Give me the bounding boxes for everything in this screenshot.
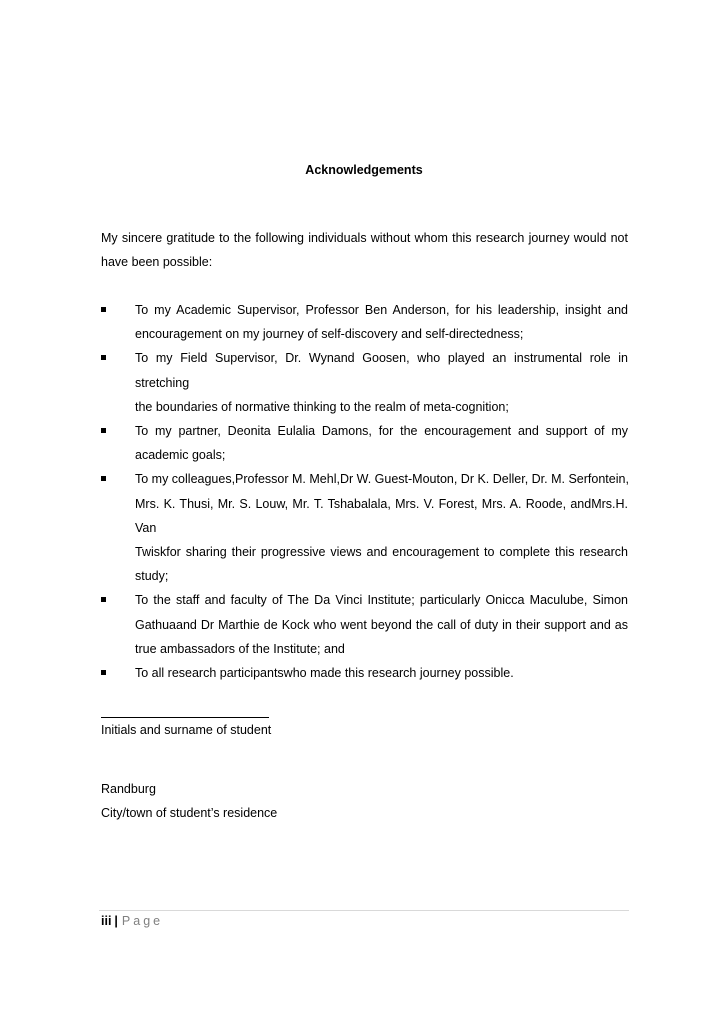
list-item-line: Mrs. K. Thusi, Mr. S. Louw, Mr. T. Tshabalala, Mrs. V. Forest, Mrs. A. Roode, andMrs.H. Van — [135, 496, 628, 535]
list-item — [101, 467, 628, 588]
list-item-line: encouragement on my journey of self-discovery and self-directedness; — [135, 327, 524, 342]
signature-line — [101, 706, 269, 718]
list-item-line: Twiskfor sharing their progressive views and encouragement to complete this research — [135, 545, 628, 560]
square-bullet-icon — [101, 476, 106, 481]
square-bullet-icon — [101, 670, 106, 675]
intro-line-2: have been possible: — [101, 255, 213, 269]
list-item-line: the boundaries of normative thinking to the realm of meta-cognition; — [135, 399, 509, 414]
list-item-line: To the staff and faculty of The Da Vinci Institute; particularly Onicca Maculube, Simon — [135, 593, 628, 608]
list-item — [101, 346, 628, 419]
list-item-line: To my colleagues,Professor M. Mehl,Dr W. Guest-Mouton, Dr K. Deller, Dr. M. Serfontein, — [135, 472, 629, 487]
list-item — [101, 588, 628, 661]
list-item — [101, 298, 628, 346]
list-item — [101, 661, 628, 685]
list-item-line: To my Academic Supervisor, Professor Ben Anderson, for his leadership, insight and — [135, 303, 628, 317]
footer-separator: | — [114, 914, 118, 928]
list-item-line: Gathuaand Dr Marthie de Kock who went beyond the call of duty in their support and as — [135, 617, 628, 632]
intro-paragraph — [101, 226, 628, 274]
signature-block — [101, 706, 271, 742]
list-item-line: academic goals; — [135, 448, 226, 463]
page-number: iii — [101, 914, 112, 928]
residence-city: Randburg — [101, 782, 156, 796]
residence-label: City/town of student’s residence — [101, 806, 278, 820]
square-bullet-icon — [101, 597, 106, 602]
list-item-line: To my partner, Deonita Eulalia Damons, for the encouragement and support of my — [135, 424, 628, 439]
footer-divider — [99, 910, 629, 911]
intro-line-1: My sincere gratitude to the following individuals without whom this research journey would not — [101, 231, 628, 245]
residence-block — [101, 777, 277, 825]
page-footer — [101, 914, 163, 928]
page-word: Page — [121, 914, 164, 928]
list-item-line: study; — [135, 569, 169, 584]
list-item-line: To all research participantswho made this research journey possible. — [135, 666, 514, 681]
list-item — [101, 419, 628, 467]
square-bullet-icon — [101, 428, 106, 433]
square-bullet-icon — [101, 307, 106, 312]
page-title: Acknowledgements — [305, 163, 423, 177]
list-item-line: true ambassadors of the Institute; and — [135, 641, 345, 656]
acknowledgement-list — [101, 298, 628, 685]
list-item-line: To my Field Supervisor, Dr. Wynand Goosen, who played an instrumental role in stretching — [135, 351, 628, 390]
signature-label: Initials and surname of student — [101, 723, 272, 737]
square-bullet-icon — [101, 355, 106, 360]
